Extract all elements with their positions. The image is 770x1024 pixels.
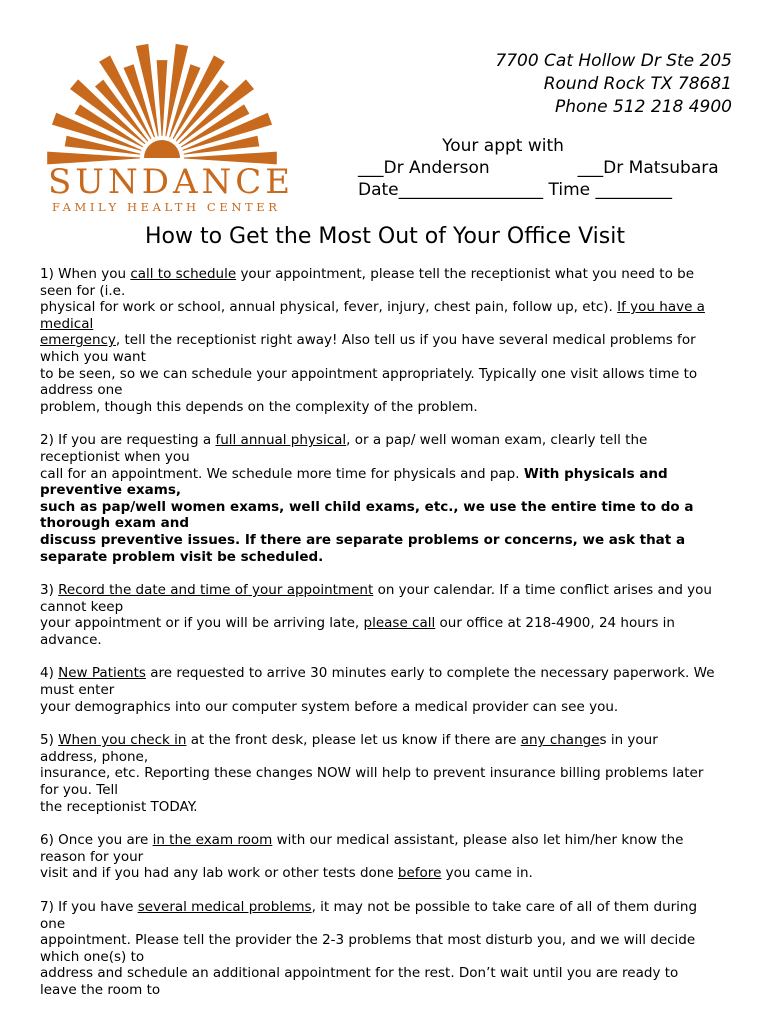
text-line bbox=[40, 699, 740, 716]
text-line bbox=[40, 382, 740, 399]
text-segment: our office at 218-4900, 24 hours in bbox=[435, 615, 675, 632]
address-street: 7700 Cat Hollow Dr Ste 205 bbox=[495, 51, 732, 71]
text-segment: one bbox=[40, 915, 66, 932]
text-segment: with our medical assistant, please also let him/her know the bbox=[272, 832, 684, 849]
underlined-text: New Patients bbox=[58, 665, 146, 682]
page-title: How to Get the Most Out of Your Office Visit bbox=[144, 224, 625, 249]
text-segment: to be seen, so we can schedule your appointment appropriately. Typically one visit allows time to bbox=[40, 365, 698, 382]
underlined-text: Record the date and time of your appointment bbox=[58, 582, 374, 599]
instruction-item-5 bbox=[40, 732, 740, 815]
text-line bbox=[40, 499, 740, 516]
instruction-item-6 bbox=[40, 832, 740, 882]
text-segment: you came in. bbox=[441, 865, 533, 882]
text-line bbox=[40, 782, 740, 799]
underlined-text: emergency bbox=[40, 332, 116, 349]
sun-rays-icon bbox=[44, 40, 294, 165]
doctor-options bbox=[358, 157, 738, 179]
text-line bbox=[40, 449, 740, 466]
text-segment: must enter bbox=[40, 682, 115, 699]
underlined-text: When you check in bbox=[58, 732, 187, 749]
text-segment: visit and if you had any lab work or other tests done bbox=[40, 865, 398, 882]
text-line bbox=[40, 865, 740, 882]
text-segment: which you want bbox=[40, 348, 146, 365]
instruction-item-3 bbox=[40, 582, 740, 648]
sundance-logo bbox=[44, 40, 294, 218]
text-line bbox=[40, 982, 740, 999]
text-segment: physical for work or school, annual physical, fever, injury, chest pain, follow up, etc). bbox=[40, 299, 618, 316]
text-line bbox=[40, 799, 740, 816]
text-segment: your appointment or if you will be arriving late, bbox=[40, 615, 364, 632]
instruction-item-2 bbox=[40, 432, 740, 565]
text-segment: seen for (i.e. bbox=[40, 282, 126, 299]
instruction-item-4 bbox=[40, 665, 740, 715]
text-segment: 2) If you are requesting a bbox=[40, 432, 216, 449]
text-line bbox=[40, 832, 740, 849]
underlined-text: medical bbox=[40, 315, 94, 332]
text-line bbox=[40, 749, 740, 766]
date-time-line: Date_________________ Time _________ bbox=[358, 180, 673, 200]
text-line bbox=[40, 432, 740, 449]
text-segment: leave the room to bbox=[40, 981, 161, 998]
address-city: Round Rock TX 78681 bbox=[543, 74, 732, 94]
doctor-anderson-option: ___Dr Anderson bbox=[358, 158, 490, 178]
bold-text: thorough exam and bbox=[40, 515, 189, 532]
text-segment: at the front desk, please let us know if there are bbox=[186, 732, 521, 749]
text-line bbox=[40, 549, 740, 566]
bold-text: With physicals and bbox=[523, 465, 668, 482]
underlined-text: before bbox=[397, 865, 442, 882]
text-line bbox=[40, 582, 740, 599]
text-segment: for you. Tell bbox=[40, 782, 119, 799]
text-line bbox=[40, 615, 740, 632]
text-line bbox=[40, 266, 740, 283]
text-segment: s in your bbox=[599, 732, 658, 749]
text-segment: your demographics into our computer system before a medical provider can see you. bbox=[40, 698, 619, 715]
text-segment: address, phone, bbox=[40, 748, 149, 765]
text-line bbox=[40, 515, 740, 532]
text-line bbox=[40, 482, 740, 499]
text-segment: 3) bbox=[40, 582, 59, 599]
text-segment: 1) When you bbox=[40, 266, 131, 282]
text-line bbox=[40, 916, 740, 933]
text-line bbox=[40, 316, 740, 333]
underlined-text: call to schedule bbox=[130, 266, 237, 282]
text-line bbox=[40, 283, 740, 300]
text-line bbox=[40, 532, 740, 549]
text-line bbox=[40, 899, 740, 916]
text-line bbox=[40, 366, 740, 383]
bold-text: separate problem visit be scheduled. bbox=[40, 548, 324, 565]
text-segment: advance. bbox=[40, 631, 102, 648]
text-segment: 4) bbox=[40, 665, 59, 682]
text-segment: the receptionist TODAY. bbox=[40, 798, 198, 815]
appointment-heading: Your appt with bbox=[442, 136, 564, 156]
text-segment: your appointment, please tell the receptionist what you need to be bbox=[236, 266, 695, 282]
text-segment: receptionist when you bbox=[40, 448, 190, 465]
text-line bbox=[40, 949, 740, 966]
text-segment: , tell the receptionist right away! Also tell us if you have several medical problems for bbox=[115, 332, 696, 349]
text-line bbox=[40, 332, 740, 349]
instruction-item-7 bbox=[40, 899, 740, 999]
text-line bbox=[40, 399, 740, 416]
text-segment: on your calendar. If a time conflict arises and you bbox=[373, 582, 712, 599]
instruction-item-1 bbox=[40, 266, 740, 415]
text-segment: call for an appointment. We schedule more time for physicals and pap. bbox=[40, 465, 524, 482]
underlined-text: If you have a bbox=[617, 299, 705, 316]
text-segment: 7) If you have bbox=[40, 899, 138, 915]
appointment-block bbox=[358, 135, 738, 201]
sun-ray bbox=[157, 60, 168, 136]
text-segment: reason for your bbox=[40, 848, 144, 865]
text-segment: are requested to arrive 30 minutes early to complete the necessary paperwork. We bbox=[145, 665, 715, 682]
text-segment: , or a pap/ well woman exam, clearly tell the bbox=[346, 432, 648, 449]
text-line bbox=[40, 665, 740, 682]
doctor-matsubara-option: ___Dr Matsubara bbox=[577, 158, 719, 178]
text-line bbox=[40, 965, 740, 982]
underlined-text: several medical problems bbox=[137, 899, 312, 915]
text-line bbox=[40, 732, 740, 749]
text-line bbox=[40, 349, 740, 366]
text-line bbox=[40, 765, 740, 782]
text-segment: problem, though this depends on the complexity of the problem. bbox=[40, 398, 478, 415]
text-segment: address and schedule an additional appointment for the rest. Don’t wait until you are ready to bbox=[40, 965, 679, 982]
text-segment: address one bbox=[40, 382, 123, 399]
text-line bbox=[40, 599, 740, 616]
bold-text: such as pap/well women exams, well child exams, etc., we use the entire time to do a bbox=[40, 498, 694, 515]
text-line bbox=[40, 632, 740, 649]
text-line bbox=[40, 466, 740, 483]
sun-core bbox=[144, 140, 180, 158]
text-segment: insurance, etc. Reporting these changes NOW will help to prevent insurance billing problems later bbox=[40, 765, 704, 782]
text-segment: cannot keep bbox=[40, 598, 124, 615]
bold-text: discuss preventive issues. If there are separate problems or concerns, we ask that a bbox=[40, 531, 686, 548]
logo-name: SUNDANCE bbox=[48, 162, 295, 202]
underlined-text: in the exam room bbox=[152, 832, 273, 849]
text-segment: which one(s) to bbox=[40, 948, 145, 965]
clinic-address bbox=[495, 50, 732, 119]
text-line bbox=[40, 682, 740, 699]
bold-text: preventive exams, bbox=[40, 482, 181, 499]
underlined-text: full annual physical bbox=[215, 432, 347, 449]
instructions-body bbox=[40, 266, 740, 1016]
underlined-text: any change bbox=[520, 732, 600, 749]
address-phone: Phone 512 218 4900 bbox=[554, 97, 732, 117]
text-segment: appointment. Please tell the provider the 2-3 problems that most disturb you, and we will decide bbox=[40, 932, 696, 949]
logo-subtitle: FAMILY HEALTH CENTER bbox=[52, 200, 281, 214]
text-segment: , it may not be possible to take care of all of them during bbox=[311, 899, 698, 915]
text-line bbox=[40, 299, 740, 316]
text-line bbox=[40, 849, 740, 866]
underlined-text: please call bbox=[363, 615, 436, 632]
text-line bbox=[40, 932, 740, 949]
text-segment: 5) bbox=[40, 732, 59, 749]
text-segment: 6) Once you are bbox=[40, 832, 153, 849]
